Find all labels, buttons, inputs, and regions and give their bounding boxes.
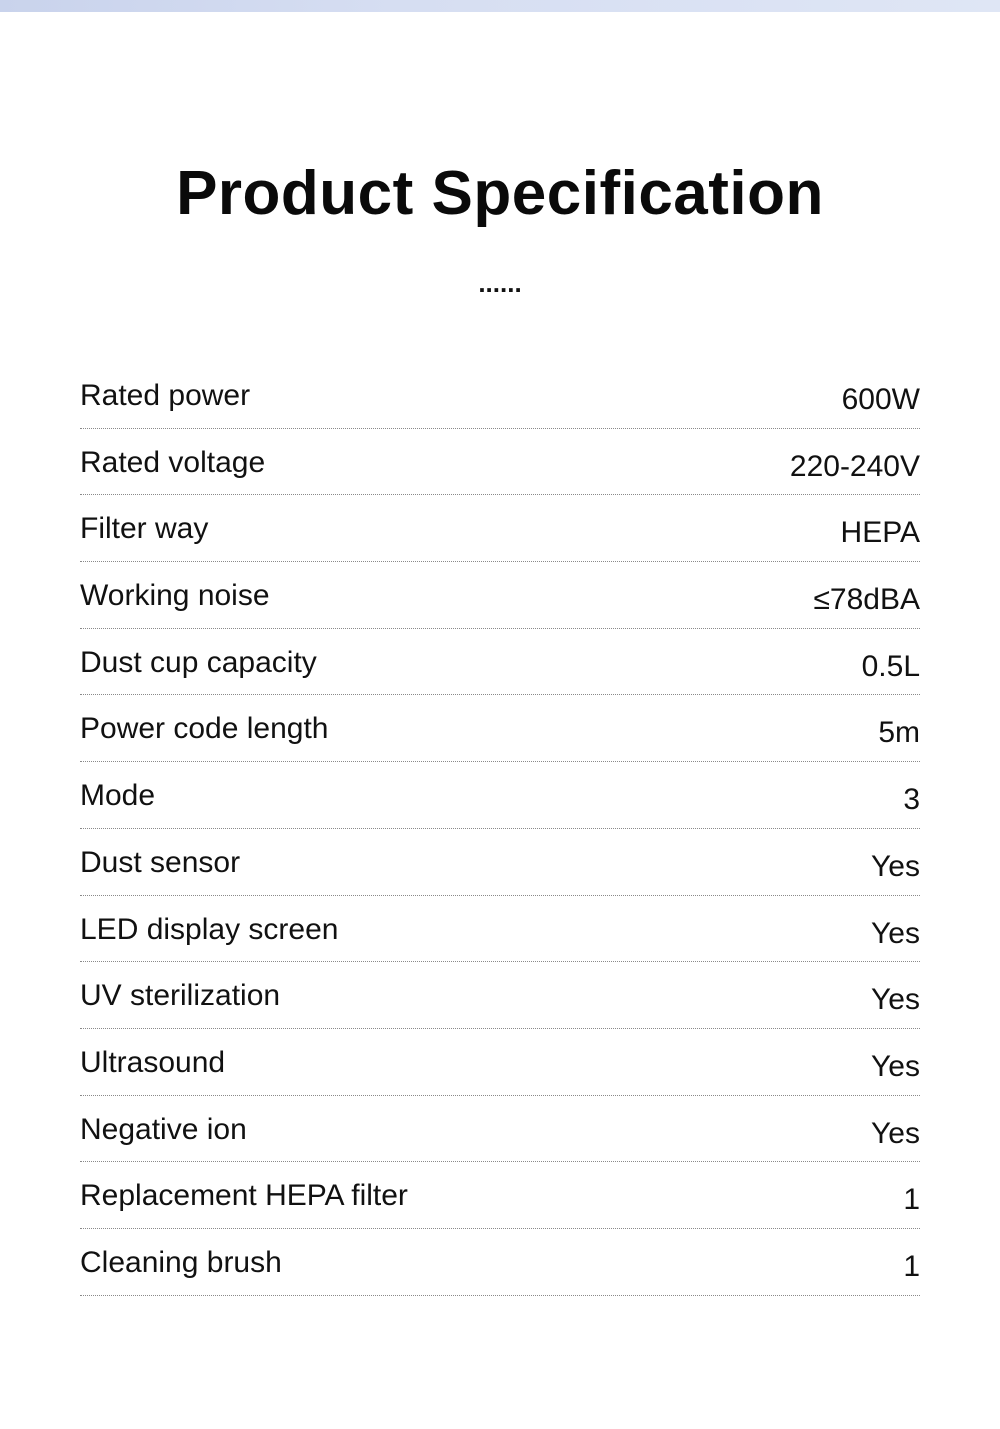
spec-label: Dust sensor [80, 845, 241, 879]
spec-label: UV sterilization [80, 979, 281, 1013]
spec-value: 1 [903, 1183, 920, 1217]
page-title: Product Specification [176, 159, 824, 228]
spec-table [80, 362, 920, 1296]
spec-label: Dust cup capacity [80, 645, 317, 679]
spec-value: Yes [871, 916, 920, 950]
spec-row-rated-power [80, 362, 920, 429]
spec-value: 600W [841, 383, 920, 416]
spec-row-rated-voltage [80, 429, 920, 496]
title-separator: ...... [478, 268, 522, 298]
spec-label: Working noise [80, 579, 270, 613]
spec-label: Filter way [80, 512, 209, 546]
spec-value: Yes [871, 1049, 920, 1083]
spec-value: ≤78dBA [813, 583, 920, 617]
spec-value: Yes [871, 1116, 920, 1150]
spec-label: Cleaning brush [80, 1245, 282, 1279]
spec-row-uv-sterilization [80, 962, 920, 1029]
spec-value: Yes [871, 849, 920, 883]
spec-value: 3 [903, 783, 920, 817]
spec-value: Yes [871, 983, 920, 1017]
spec-value: 5m [878, 716, 920, 750]
spec-row-ultrasound [80, 1029, 920, 1096]
spec-label: LED display screen [80, 912, 339, 946]
spec-label: Mode [80, 779, 156, 813]
spec-value: HEPA [840, 516, 920, 550]
spec-row-negative-ion [80, 1096, 920, 1163]
spec-value: 1 [903, 1249, 920, 1283]
spec-label: Replacement HEPA filter [80, 1179, 408, 1213]
spec-row-cleaning-brush [80, 1229, 920, 1296]
spec-label: Ultrasound [80, 1045, 226, 1079]
spec-row-replacement-hepa-filter [80, 1162, 920, 1229]
spec-row-led-display-screen [80, 896, 920, 963]
spec-label: Power code length [80, 712, 329, 746]
spec-row-working-noise [80, 562, 920, 629]
spec-row-filter-way [80, 495, 920, 562]
spec-value: 0.5L [861, 649, 920, 683]
spec-value: 220-240V [789, 449, 920, 483]
spec-row-mode [80, 762, 920, 829]
spec-label: Rated power [80, 379, 251, 412]
spec-row-power-code-length [80, 695, 920, 762]
spec-row-dust-cup-capacity [80, 629, 920, 696]
spec-label: Negative ion [80, 1112, 247, 1146]
top-accent-band [0, 0, 1000, 12]
spec-row-dust-sensor [80, 829, 920, 896]
spec-label: Rated voltage [80, 445, 266, 479]
